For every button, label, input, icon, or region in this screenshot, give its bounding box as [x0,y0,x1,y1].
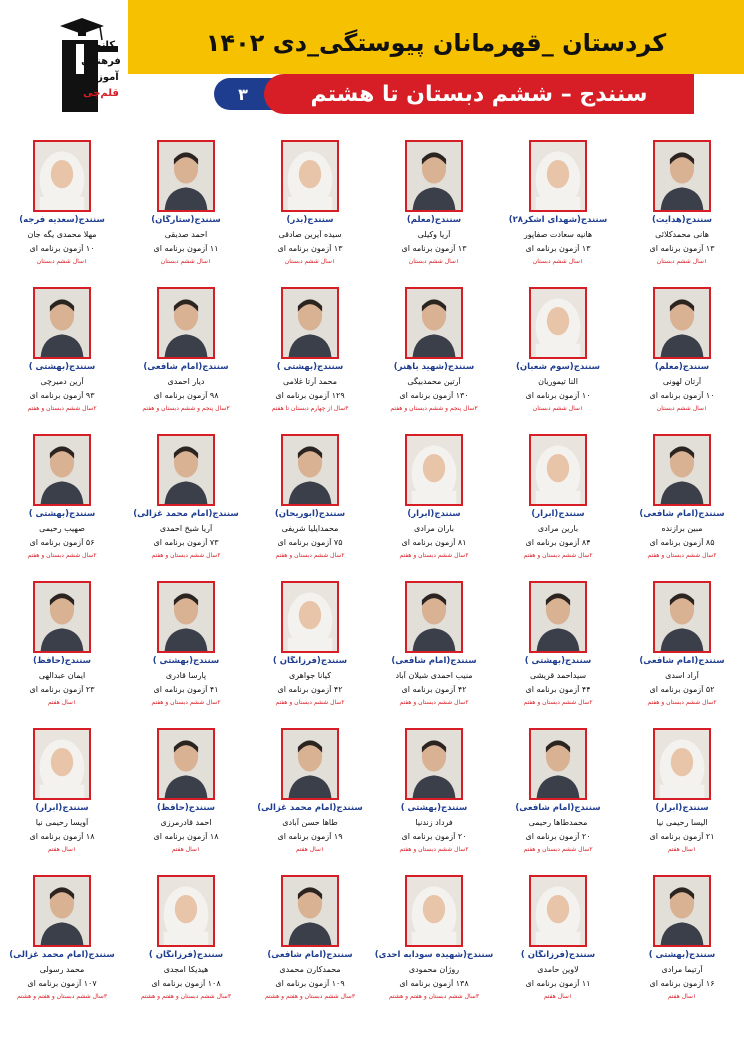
student-card [0,271,124,421]
student-exam-count: ۱۰ آزمون برنامه ای [525,391,591,400]
page-header [0,0,744,122]
student-school: سنندج(امام شافعی) [143,362,229,372]
student-exam-count: ۱۶ آزمون برنامه ای [649,979,715,988]
student-card [372,418,496,568]
student-card [620,124,744,274]
student-grade-years: ۳سال ششم دبستان و هفتم و هشتم [16,993,108,1000]
student-photo [653,140,711,212]
student-photo [529,728,587,800]
student-school: سنندج(بهشتی ) [524,656,592,666]
boy-portrait-icon [159,142,213,210]
student-name: هیدیکا امجدی [163,965,209,974]
student-exam-count: ۹۸ آزمون برنامه ای [153,391,219,400]
student-card [248,124,372,274]
student-grade-years: ۱سال هفتم [295,846,325,853]
student-name: فرداد زندنیا [415,818,453,827]
student-exam-count: ۴۲ آزمون برنامه ای [277,685,343,694]
student-card [496,271,620,421]
student-photo [529,581,587,653]
student-photo [157,875,215,947]
student-exam-count: ۸۴ آزمون برنامه ای [525,538,591,547]
student-photo [33,581,91,653]
student-card [372,712,496,862]
student-school: سنندج(شهیده سودابه احدی) [374,950,494,960]
girl-portrait-icon [655,730,709,798]
boy-portrait-icon [407,583,461,651]
logo-text-line: فرهنگی [81,56,121,67]
student-school: سنندج(بدر) [286,215,334,225]
student-name: آریا شیخ احمدی [159,524,213,533]
student-card [620,271,744,421]
girl-portrait-icon [531,289,585,357]
student-grade-years: ۳سال ششم دبستان و هفتم و هشتم [140,993,232,1000]
student-grade-years: ۱سال ششم دبستان [36,258,88,265]
student-school: سنندج(امام محمد غزالی) [257,803,363,813]
girl-portrait-icon [159,877,213,945]
student-school: سنندج(معلم) [406,215,462,225]
boy-portrait-icon [35,877,89,945]
student-school: سنندج(بهشتی ) [152,656,220,666]
student-exam-count: ۱۰۸ آزمون برنامه ای [151,979,221,988]
student-exam-count: ۱۰ آزمون برنامه ای [649,391,715,400]
student-card [620,565,744,715]
section-subtitle: سنندج – ششم دبستان تا هشتم [264,74,694,114]
student-grade-years: ۱سال هفتم [171,846,201,853]
student-name: منیب احمدی شیلان آباد [395,671,473,680]
student-name: لاوین حامدی [537,965,579,974]
student-exam-count: ۱۳ آزمون برنامه ای [649,244,715,253]
student-card [248,712,372,862]
student-grade-years: ۱سال هفتم [543,993,573,1000]
student-name: النا تیموریان [538,377,578,386]
boy-portrait-icon [283,730,337,798]
student-school: سنندج(امام شافعی) [639,509,725,519]
student-grade-years: ۲سال ششم دبستان و هفتم [523,552,593,559]
student-school: سنندج(حافظ) [156,803,216,813]
girl-portrait-icon [35,730,89,798]
student-school: سنندج(شهدای اشکر۲۸) [508,215,608,225]
student-card [620,712,744,862]
student-grade-years: ۲سال ششم دبستان و هفتم [523,846,593,853]
student-exam-count: ۲۰ آزمون برنامه ای [401,832,467,841]
student-grade-years: ۳سال پنجم و ششم دبستان و هفتم [142,405,230,412]
student-photo [405,287,463,359]
student-card [248,271,372,421]
student-school: سنندج(حافظ) [32,656,92,666]
student-grade-years: ۲سال ششم دبستان و هفتم [399,846,469,853]
student-name: سیده آیرین صادقی [278,230,342,239]
student-exam-count: ۱۰ آزمون برنامه ای [29,244,95,253]
student-photo [33,728,91,800]
student-card [124,859,248,1009]
student-grade-years: ۲سال ششم دبستان و هفتم [27,552,97,559]
student-grade-years: ۱سال هفتم [667,846,697,853]
student-school: سنندج(فرزانگان ) [272,656,348,666]
student-school: سنندج(ابرار) [35,803,89,813]
student-card [124,271,248,421]
student-grade-years: ۳سال از چهارم دبستان تا هفتم [271,405,349,412]
student-school: سنندج(سوم شعبان) [515,362,601,372]
student-grade-years: ۲سال ششم دبستان و هفتم [275,699,345,706]
students-grid [0,122,744,1053]
student-photo [405,728,463,800]
student-exam-count: ۴۲ آزمون برنامه ای [401,685,467,694]
student-name: مهلا محمدی یگه جان [27,230,97,239]
student-photo [653,728,711,800]
student-exam-count: ۱۸ آزمون برنامه ای [153,832,219,841]
logo-text-line: قلم‌چی [83,88,119,99]
student-name: هانیه سعادت صفاپور [523,230,593,239]
student-exam-count: ۱۲۹ آزمون برنامه ای [275,391,345,400]
student-school: سنندج(امام شافعی) [267,950,353,960]
student-name: آرتین محمدبیگی [407,377,461,386]
boy-portrait-icon [531,730,585,798]
student-photo [33,875,91,947]
student-photo [281,875,339,947]
student-photo [33,287,91,359]
student-name: آویسا رحیمی نیا [35,818,89,827]
student-photo [529,434,587,506]
student-name: صهیب رحیمی [39,524,85,533]
student-card [0,418,124,568]
student-grade-years: ۱سال هفتم [667,993,697,1000]
student-grade-years: ۱سال هفتم [47,846,77,853]
student-card [0,124,124,274]
student-name: محمد رسولی [39,965,85,974]
student-name: محمد آرتا غلامی [282,377,338,386]
student-school: سنندج(ستارگان) [151,215,221,225]
student-photo [281,728,339,800]
boy-portrait-icon [283,436,337,504]
student-grade-years: ۲سال ششم دبستان و هفتم [399,552,469,559]
student-name: احمد قادرمرزی [160,818,212,827]
student-grade-years: ۱سال ششم دبستان [532,405,584,412]
student-school: سنندج(معلم) [654,362,710,372]
boy-portrait-icon [35,289,89,357]
page-title: کردستان _قهرمانان پیوستگی_دی ۱۴۰۲ [205,29,667,57]
student-school: سنندج(امام محمد غزالی) [9,950,115,960]
student-card [372,859,496,1009]
student-photo [281,434,339,506]
student-school: سنندج(بهشتی ) [28,362,96,372]
student-exam-count: ۹۳ آزمون برنامه ای [29,391,95,400]
student-school: سنندج(ابرار) [655,803,709,813]
student-name: مبین برازنده [661,524,703,533]
boy-portrait-icon [159,583,213,651]
boy-portrait-icon [159,289,213,357]
student-exam-count: ۱۳ آزمون برنامه ای [277,244,343,253]
student-grade-years: ۱سال ششم دبستان [160,258,212,265]
student-school: سنندج(بهشتی ) [648,950,716,960]
student-card [0,712,124,862]
student-exam-count: ۱۳۸ آزمون برنامه ای [399,979,469,988]
student-exam-count: ۸۵ آزمون برنامه ای [649,538,715,547]
student-card [0,565,124,715]
student-card [124,124,248,274]
student-card [248,859,372,1009]
student-photo [653,581,711,653]
student-school: سنندج(بهشتی ) [400,803,468,813]
boy-portrait-icon [407,142,461,210]
student-exam-count: ۸۱ آزمون برنامه ای [401,538,467,547]
student-school: سنندج(امام شافعی) [515,803,601,813]
student-photo [33,434,91,506]
student-name: آرتیما مرادی [661,965,703,974]
student-grade-years: ۲سال ششم دبستان و هفتم [647,552,717,559]
student-exam-count: ۱۰۹ آزمون برنامه ای [275,979,345,988]
student-school: سنندج(بهشتی ) [28,509,96,519]
student-grade-years: ۱سال ششم دبستان [284,258,336,265]
student-school: سنندج(هدایت) [651,215,712,225]
student-exam-count: ۱۱ آزمون برنامه ای [153,244,219,253]
student-exam-count: ۱۸ آزمون برنامه ای [29,832,95,841]
student-exam-count: ۵۲ آزمون برنامه ای [649,685,715,694]
logo-text-line: آموزش [83,72,119,83]
student-card [124,712,248,862]
student-photo [157,287,215,359]
student-exam-count: ۱۳ آزمون برنامه ای [401,244,467,253]
student-photo [281,140,339,212]
graduate-logo-icon [56,18,128,116]
student-grade-years: ۱سال ششم دبستان [656,405,708,412]
student-grade-years: ۳سال ششم دبستان و هفتم و هشتم [388,993,480,1000]
student-grade-years: ۱سال ششم دبستان [532,258,584,265]
student-card [372,565,496,715]
student-exam-count: ۴۴ آزمون برنامه ای [525,685,591,694]
student-photo [653,875,711,947]
girl-portrait-icon [407,436,461,504]
student-exam-count: ۵۶ آزمون برنامه ای [29,538,95,547]
student-card [0,859,124,1009]
student-name: احمد صدیقی [164,230,208,239]
student-school: سنندج(ابوریحان) [274,509,346,519]
student-exam-count: ۱۳۰ آزمون برنامه ای [399,391,469,400]
student-name: هانی محمدکلائی [655,230,709,239]
student-grade-years: ۳سال ششم دبستان و هفتم و هشتم [264,993,356,1000]
student-school: سنندج(ابرار) [531,509,585,519]
student-grade-years: ۱سال ششم دبستان [656,258,708,265]
student-exam-count: ۲۳ آزمون برنامه ای [29,685,95,694]
student-name: سیداحمد قریشی [529,671,587,680]
boy-portrait-icon [655,142,709,210]
student-grade-years: ۲سال ششم دبستان و هفتم [275,552,345,559]
student-card [372,124,496,274]
student-school: سنندج(ابرار) [407,509,461,519]
boy-portrait-icon [655,289,709,357]
student-name: ایمان عبدالهی [38,671,86,680]
student-card [620,418,744,568]
student-exam-count: ۷۳ آزمون برنامه ای [153,538,219,547]
logo-text-line: کانون [86,40,116,51]
student-card [496,565,620,715]
student-card [496,712,620,862]
student-card [496,859,620,1009]
student-school: سنندج(سعدیه فرجه) [19,215,105,225]
student-name: محمدایلیا شریفی [281,524,339,533]
student-photo [529,287,587,359]
student-photo [157,140,215,212]
student-card [124,418,248,568]
boy-portrait-icon [159,436,213,504]
boy-portrait-icon [655,583,709,651]
student-photo [405,434,463,506]
boy-portrait-icon [655,436,709,504]
girl-portrait-icon [531,436,585,504]
student-grade-years: ۲سال ششم دبستان و هفتم [27,405,97,412]
student-grade-years: ۲سال ششم دبستان و هفتم [647,699,717,706]
student-exam-count: ۲۱ آزمون برنامه ای [649,832,715,841]
student-grade-years: ۳سال پنجم و ششم دبستان و هفتم [390,405,478,412]
student-card [248,565,372,715]
student-grade-years: ۲سال ششم دبستان و هفتم [523,699,593,706]
student-card [372,271,496,421]
student-card [620,859,744,1009]
girl-portrait-icon [531,142,585,210]
student-school: سنندج(بهشتی ) [276,362,344,372]
girl-portrait-icon [283,583,337,651]
student-name: بارین مرادی [537,524,579,533]
student-school: سنندج(امام شافعی) [391,656,477,666]
student-name: طاها حسن آبادی [282,818,338,827]
student-name: پارسا قادری [165,671,207,680]
student-card [496,418,620,568]
student-exam-count: ۱۰۷ آزمون برنامه ای [27,979,97,988]
student-photo [405,581,463,653]
student-name: آرین دمیرچی [40,377,84,386]
student-school: سنندج(فرزانگان ) [148,950,224,960]
student-grade-years: ۱سال ششم دبستان [408,258,460,265]
student-photo [157,434,215,506]
girl-portrait-icon [407,877,461,945]
boy-portrait-icon [407,289,461,357]
student-card [248,418,372,568]
student-school: سنندج(امام محمد غزالی) [133,509,239,519]
student-name: آراد اسدی [665,671,699,680]
boy-portrait-icon [655,877,709,945]
girl-portrait-icon [531,877,585,945]
boy-portrait-icon [283,289,337,357]
page-number: ۳ [238,84,248,104]
boy-portrait-icon [531,583,585,651]
student-exam-count: ۲۰ آزمون برنامه ای [525,832,591,841]
student-photo [405,875,463,947]
student-photo [653,434,711,506]
boy-portrait-icon [283,877,337,945]
student-name: آریا وکیلی [417,230,451,239]
student-photo [281,581,339,653]
boy-portrait-icon [35,436,89,504]
student-school: سنندج(شهید باهنر) [393,362,475,372]
boy-portrait-icon [35,583,89,651]
student-name: محمدکارن محمدی [279,965,341,974]
student-name: الیسا رحیمی نیا [656,818,708,827]
student-grade-years: ۲سال ششم دبستان و هفتم [399,699,469,706]
student-exam-count: ۱۱ آزمون برنامه ای [525,979,591,988]
boy-portrait-icon [407,730,461,798]
student-grade-years: ۲سال ششم دبستان و هفتم [151,552,221,559]
student-name: باران مرادی [414,524,454,533]
student-card [496,124,620,274]
student-photo [157,728,215,800]
student-card [124,565,248,715]
boy-portrait-icon [159,730,213,798]
student-photo [529,140,587,212]
student-exam-count: ۴۱ آزمون برنامه ای [153,685,219,694]
student-name: آرتان لهونی [662,377,702,386]
girl-portrait-icon [283,142,337,210]
student-exam-count: ۱۹ آزمون برنامه ای [277,832,343,841]
student-name: روژان محمودی [408,965,460,974]
student-photo [281,287,339,359]
student-grade-years: ۲سال ششم دبستان و هفتم [151,699,221,706]
student-name: محمدطاها رحیمی [528,818,588,827]
student-photo [405,140,463,212]
student-school: سنندج(فرزانگان ) [520,950,596,960]
student-name: کیانا جواهری [288,671,332,680]
student-grade-years: ۱سال هفتم [47,699,77,706]
student-name: دیار احمدی [167,377,205,386]
student-photo [653,287,711,359]
student-exam-count: ۱۳ آزمون برنامه ای [525,244,591,253]
student-school: سنندج(امام شافعی) [639,656,725,666]
student-exam-count: ۷۵ آزمون برنامه ای [277,538,343,547]
student-photo [529,875,587,947]
student-photo [33,140,91,212]
student-photo [157,581,215,653]
girl-portrait-icon [35,142,89,210]
